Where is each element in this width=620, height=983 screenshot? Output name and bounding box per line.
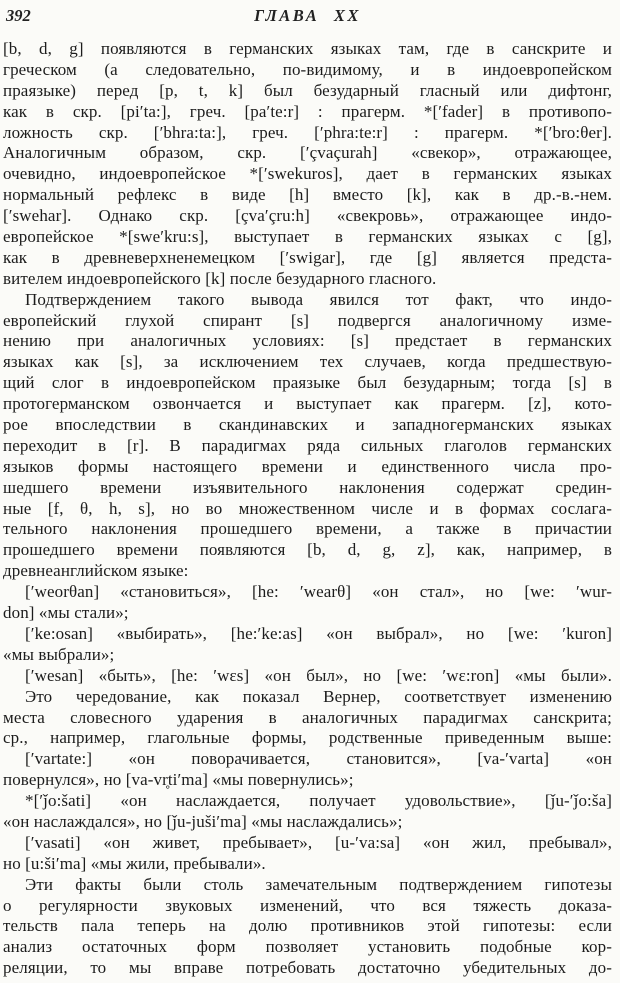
text-line: европейский глухой спирант [s] подвергся аналогичному изме- (3, 310, 612, 330)
text-line: [′vasati] «он живет, пребывает», [u-′va:sa] «он жил, пребывал», (25, 832, 612, 852)
text-line: [′ke:osan] «выбирать», [he:′ke:as] «он выбрал», но [we: ′kuron] (25, 623, 612, 643)
text-line: языков формы настоящего времени и единственного числа про- (3, 456, 612, 476)
running-head (3, 6, 612, 28)
text-line: тельств пала теперь на долю противников этой гипотезы: если (3, 916, 612, 936)
text-line: протогерманском озвончается и выступает как прагерм. [z], кото- (3, 394, 612, 414)
text-line: греческом (а следовательно, по-видимому, и в индоевропейском (3, 59, 612, 79)
text-line: «мы выбрали»; (3, 644, 115, 664)
text-line: праязыке) перед [p, t, k] был безударный гласный или дифтонг, (3, 80, 612, 100)
text-line: о регулярности звуковых изменений, что вся тяжесть доказа- (3, 895, 612, 915)
text-line: прошедшего времени появляются [b, d, g, z], как, например, в (3, 540, 612, 560)
text-line: ложность скр. [′bhra:ta:], греч. [′phra:te:r] : прагерм. *[′bro:θer]. (3, 122, 612, 142)
text-line: щий слог в индоевропейском праязыке был безударным; тогда [s] в (3, 373, 612, 393)
page-number: 392 (6, 6, 31, 25)
text-line: don] «мы стали»; (3, 603, 129, 623)
text-line: «он наслаждался», но [ǰu-juši′ma] «мы наслаждались»; (3, 811, 403, 831)
text-line: [b, d, g] появляются в германских языках там, где в санскрите и (3, 39, 612, 58)
text-line: нормальный рефлекс в виде [h] вместо [k], как в др.-в.-нем. (3, 185, 612, 205)
text-line: но [u:ši′ma] «мы жили, пребывали». (3, 853, 266, 873)
text-line: тельного наклонения прошедшего времени, а также в причастии (3, 519, 612, 539)
chapter-heading: ГЛАВА XX (254, 6, 361, 25)
text-line: вителем индоевропейского [k] после безударного гласного. (3, 268, 437, 288)
text-line: [′swehar]. Однако скр. [çva′çru:h] «свекровь», отражающее индо- (3, 206, 612, 226)
text-line: языках как [s], за исключением тех случаев, когда предшествую- (3, 352, 612, 372)
text-line: нению при аналогичных условиях: [s] предстает в германских (3, 331, 612, 351)
text-line: Эти факты были столь замечательным подтверждением гипотезы (25, 874, 612, 894)
text-line: Это чередование, как показал Вернер, соответствует изменению (25, 686, 612, 706)
text-line: очевидно, индоевропейское *[′swekuros], дает в германских языках (3, 164, 612, 184)
text-line: рое впоследствии в скандинавских и западногерманских языках (3, 415, 612, 435)
text-line: ные [f, θ, h, s], но во множественном числе и в формах сослага- (3, 498, 612, 518)
text-line: места словесного ударения в аналогичных парадигмах санскрита; (3, 707, 612, 727)
text-line: переходит в [r]. В парадигмах ряда сильных глаголов германских (3, 435, 612, 455)
text-line: европейское *[swe′kru:s], выступает в германских языках с [g], (3, 227, 612, 247)
text-line: как в скр. [pi′ta:], греч. [pa′te:r] : прагерм. *[′fader] в противопо- (3, 101, 612, 121)
page-body (3, 39, 612, 979)
text-line: анализ остаточных форм позволяет установить подобные кор- (3, 937, 612, 957)
text-line: как в древневерхненемецком [′swigar], где [g] является предста- (3, 247, 612, 267)
text-line: [′weorθan] «становиться», [he: ′wearθ] «он стал», но [we: ′wur- (25, 582, 612, 602)
text-line: *[′ǰo:šati] «он наслаждается, получает удовольствие», [ǰu-′ǰo:ša] (25, 791, 612, 811)
text-line: ср., например, глагольные формы, родственные приведенным выше: (3, 728, 612, 748)
text-line: [′wesan] «быть», [he: ′wεs] «он был», но [we: ′wε:ron] «мы были». (25, 665, 612, 685)
text-line: древнеанглийском языке: (3, 561, 189, 581)
text-line: Аналогичным образом, скр. [′çvaçurah] «свекор», отражающее, (3, 143, 612, 163)
text-line: реляции, то мы вправе потребовать достаточно убедительных до- (3, 958, 612, 978)
text-line: шедшего времени изъявительного наклонения содержат средин- (3, 477, 612, 497)
text-line: Подтверждением такого вывода явился тот факт, что индо- (25, 289, 612, 309)
text-line: повернулся», но [va-vr̥ti′ma] «мы повернулись»; (3, 770, 354, 790)
text-line: [′vartate:] «он поворачивается, становится», [va-′varta] «он (25, 749, 612, 769)
